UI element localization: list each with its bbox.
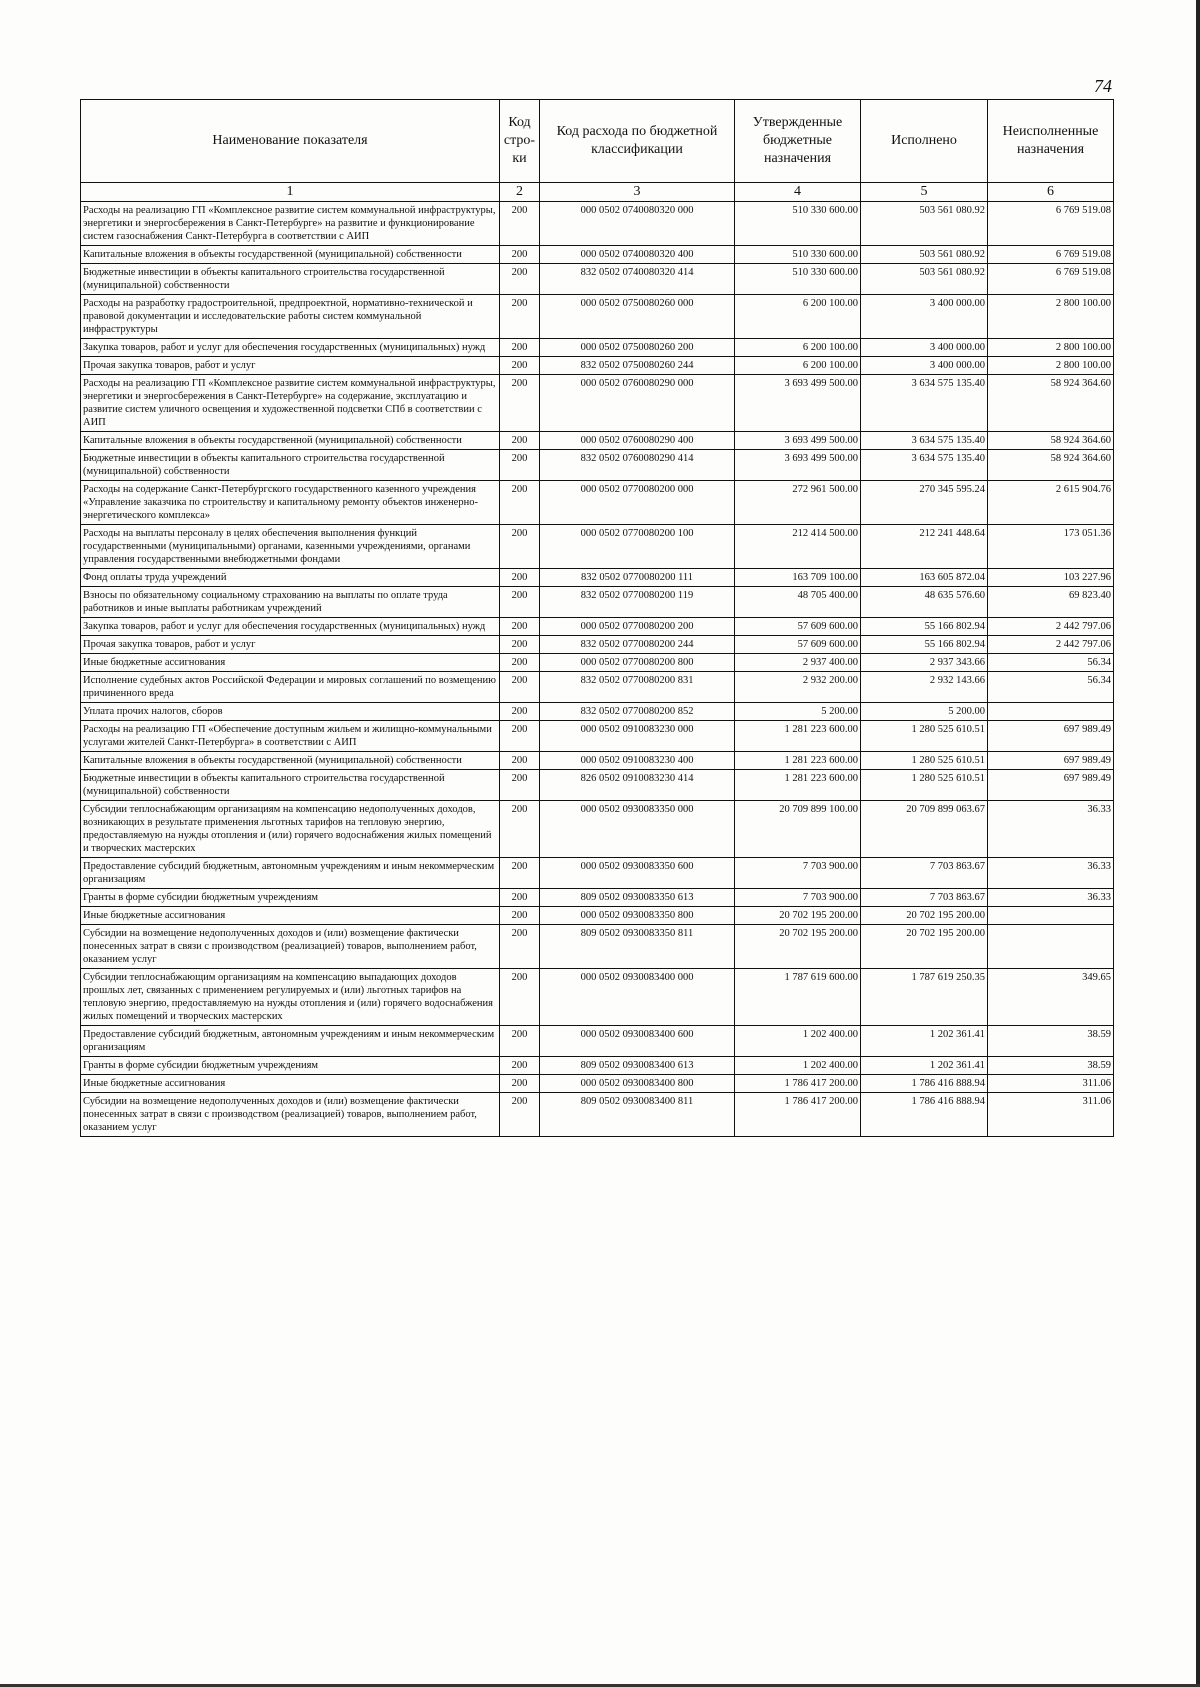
row-budget-code: 000 0502 0740080320 000: [540, 202, 735, 246]
row-budget-code: 832 0502 0760080290 414: [540, 450, 735, 481]
row-name: Иные бюджетные ассигнования: [81, 654, 500, 672]
row-executed: 7 703 863.67: [861, 889, 988, 907]
row-unexecuted: 697 989.49: [988, 752, 1114, 770]
row-line-code: 200: [500, 770, 540, 801]
row-line-code: 200: [500, 246, 540, 264]
table-row: [81, 770, 1114, 801]
row-budget-code: 000 0502 0770080200 200: [540, 618, 735, 636]
table-row: [81, 1093, 1114, 1137]
row-budget-code: 000 0502 0760080290 400: [540, 432, 735, 450]
row-name: Иные бюджетные ассигнования: [81, 1075, 500, 1093]
table-row: [81, 481, 1114, 525]
row-budget-code: 000 0502 0930083350 800: [540, 907, 735, 925]
row-name: Капитальные вложения в объекты государственной (муниципальной) собственности: [81, 752, 500, 770]
row-budget-code: 000 0502 0770080200 100: [540, 525, 735, 569]
row-unexecuted: [988, 907, 1114, 925]
header-unexecuted: Неисполненные назначения: [988, 100, 1114, 183]
table-row: [81, 569, 1114, 587]
row-budget-code: 000 0502 0910083230 400: [540, 752, 735, 770]
row-approved: 6 200 100.00: [735, 357, 861, 375]
column-number: 3: [540, 183, 735, 202]
row-approved: 1 281 223 600.00: [735, 770, 861, 801]
row-unexecuted: 2 442 797.06: [988, 618, 1114, 636]
row-executed: 503 561 080.92: [861, 202, 988, 246]
table-row: [81, 672, 1114, 703]
row-unexecuted: 6 769 519.08: [988, 202, 1114, 246]
row-unexecuted: 2 442 797.06: [988, 636, 1114, 654]
row-line-code: 200: [500, 525, 540, 569]
row-executed: 5 200.00: [861, 703, 988, 721]
row-approved: 20 702 195 200.00: [735, 925, 861, 969]
table-row: [81, 295, 1114, 339]
row-name: Субсидии на возмещение недополученных доходов и (или) возмещение фактически понесенных затрат в связи с производством (реализацией) товаров, выполнением работ, оказанием услуг: [81, 925, 500, 969]
table-row: [81, 357, 1114, 375]
row-line-code: 200: [500, 339, 540, 357]
row-budget-code: 832 0502 0770080200 852: [540, 703, 735, 721]
scan-edge-right: [1196, 0, 1200, 1687]
row-approved: 510 330 600.00: [735, 264, 861, 295]
row-unexecuted: 311.06: [988, 1075, 1114, 1093]
table-row: [81, 264, 1114, 295]
table-row: [81, 969, 1114, 1026]
row-name: Капитальные вложения в объекты государственной (муниципальной) собственности: [81, 246, 500, 264]
row-line-code: 200: [500, 672, 540, 703]
table-row: [81, 654, 1114, 672]
row-approved: 7 703 900.00: [735, 858, 861, 889]
column-number: 5: [861, 183, 988, 202]
row-unexecuted: 56.34: [988, 672, 1114, 703]
row-unexecuted: 2 615 904.76: [988, 481, 1114, 525]
row-executed: 20 702 195 200.00: [861, 907, 988, 925]
row-unexecuted: 56.34: [988, 654, 1114, 672]
row-name: Капитальные вложения в объекты государственной (муниципальной) собственности: [81, 432, 500, 450]
row-executed: 1 280 525 610.51: [861, 752, 988, 770]
table-row: [81, 703, 1114, 721]
row-unexecuted: [988, 703, 1114, 721]
row-name: Исполнение судебных актов Российской Федерации и мировых соглашений по возмещению причиненного вреда: [81, 672, 500, 703]
table-row: [81, 246, 1114, 264]
row-executed: 1 280 525 610.51: [861, 770, 988, 801]
row-executed: 1 787 619 250.35: [861, 969, 988, 1026]
row-budget-code: 000 0502 0930083400 000: [540, 969, 735, 1026]
row-name: Иные бюджетные ассигнования: [81, 907, 500, 925]
table-row: [81, 752, 1114, 770]
row-executed: 1 280 525 610.51: [861, 721, 988, 752]
row-approved: 6 200 100.00: [735, 295, 861, 339]
row-executed: 20 709 899 063.67: [861, 801, 988, 858]
row-budget-code: 000 0502 0930083400 800: [540, 1075, 735, 1093]
row-line-code: 200: [500, 858, 540, 889]
row-executed: 3 400 000.00: [861, 357, 988, 375]
row-unexecuted: 103 227.96: [988, 569, 1114, 587]
row-unexecuted: 311.06: [988, 1093, 1114, 1137]
row-budget-code: 000 0502 0910083230 000: [540, 721, 735, 752]
row-name: Предоставление субсидий бюджетным, автономным учреждениям и иным некоммерческим организациям: [81, 858, 500, 889]
row-executed: 3 400 000.00: [861, 339, 988, 357]
row-name: Бюджетные инвестиции в объекты капитального строительства государственной (муниципальной) собственности: [81, 264, 500, 295]
row-approved: 510 330 600.00: [735, 246, 861, 264]
table-row: [81, 907, 1114, 925]
row-name: Взносы по обязательному социальному страхованию на выплаты по оплате труда работников и иные выплаты работникам учреждений: [81, 587, 500, 618]
row-line-code: 200: [500, 1093, 540, 1137]
row-approved: 3 693 499 500.00: [735, 375, 861, 432]
row-unexecuted: 697 989.49: [988, 770, 1114, 801]
row-approved: 3 693 499 500.00: [735, 450, 861, 481]
row-executed: 20 702 195 200.00: [861, 925, 988, 969]
row-budget-code: 809 0502 0930083350 811: [540, 925, 735, 969]
row-unexecuted: [988, 925, 1114, 969]
row-executed: 503 561 080.92: [861, 246, 988, 264]
header-executed: Исполнено: [861, 100, 988, 183]
row-unexecuted: 6 769 519.08: [988, 246, 1114, 264]
row-executed: 270 345 595.24: [861, 481, 988, 525]
table-row: [81, 636, 1114, 654]
row-line-code: 200: [500, 1057, 540, 1075]
row-line-code: 200: [500, 721, 540, 752]
row-executed: 55 166 802.94: [861, 636, 988, 654]
row-unexecuted: 58 924 364.60: [988, 450, 1114, 481]
table-row: [81, 1026, 1114, 1057]
row-approved: 57 609 600.00: [735, 636, 861, 654]
row-approved: 2 932 200.00: [735, 672, 861, 703]
row-budget-code: 000 0502 0770080200 800: [540, 654, 735, 672]
row-executed: 1 786 416 888.94: [861, 1075, 988, 1093]
row-approved: 1 787 619 600.00: [735, 969, 861, 1026]
row-executed: 212 241 448.64: [861, 525, 988, 569]
row-budget-code: 832 0502 0750080260 244: [540, 357, 735, 375]
row-budget-code: 832 0502 0770080200 111: [540, 569, 735, 587]
row-approved: 1 202 400.00: [735, 1057, 861, 1075]
row-unexecuted: 173 051.36: [988, 525, 1114, 569]
row-name: Гранты в форме субсидии бюджетным учреждениям: [81, 889, 500, 907]
row-approved: 5 200.00: [735, 703, 861, 721]
row-name: Фонд оплаты труда учреждений: [81, 569, 500, 587]
row-name: Субсидии теплоснабжающим организациям на компенсацию недополученных доходов, возникающих в результате применения льготных тарифов на тепловую энергию, предоставляемую на нужды отопления и (или) горячего водоснабжения жилых помещений и творческих мастерских: [81, 801, 500, 858]
row-name: Расходы на выплаты персоналу в целях обеспечения выполнения функций государственными (муниципальными) органами, казенными учреждениями, органами управления государственными внебюджетными фондами: [81, 525, 500, 569]
row-name: Гранты в форме субсидии бюджетным учреждениям: [81, 1057, 500, 1075]
row-approved: 20 702 195 200.00: [735, 907, 861, 925]
row-unexecuted: 2 800 100.00: [988, 357, 1114, 375]
column-number: 2: [500, 183, 540, 202]
row-approved: 212 414 500.00: [735, 525, 861, 569]
row-line-code: 200: [500, 450, 540, 481]
row-executed: 503 561 080.92: [861, 264, 988, 295]
row-line-code: 200: [500, 801, 540, 858]
header-budget-code: Код расхода по бюджетной классификации: [540, 100, 735, 183]
column-number: 4: [735, 183, 861, 202]
row-approved: 1 786 417 200.00: [735, 1093, 861, 1137]
row-budget-code: 832 0502 0770080200 119: [540, 587, 735, 618]
row-line-code: 200: [500, 654, 540, 672]
row-executed: 3 634 575 135.40: [861, 375, 988, 432]
row-approved: 48 705 400.00: [735, 587, 861, 618]
row-line-code: 200: [500, 925, 540, 969]
row-unexecuted: 2 800 100.00: [988, 339, 1114, 357]
column-number: 6: [988, 183, 1114, 202]
row-budget-code: 000 0502 0930083350 000: [540, 801, 735, 858]
row-line-code: 200: [500, 636, 540, 654]
row-line-code: 200: [500, 1075, 540, 1093]
header-name: Наименование показателя: [81, 100, 500, 183]
row-approved: 1 202 400.00: [735, 1026, 861, 1057]
table-row: [81, 721, 1114, 752]
row-name: Закупка товаров, работ и услуг для обеспечения государственных (муниципальных) нужд: [81, 618, 500, 636]
row-name: Закупка товаров, работ и услуг для обеспечения государственных (муниципальных) нужд: [81, 339, 500, 357]
row-approved: 272 961 500.00: [735, 481, 861, 525]
row-executed: 55 166 802.94: [861, 618, 988, 636]
row-line-code: 200: [500, 752, 540, 770]
row-executed: 3 400 000.00: [861, 295, 988, 339]
row-line-code: 200: [500, 481, 540, 525]
row-name: Уплата прочих налогов, сборов: [81, 703, 500, 721]
row-line-code: 200: [500, 907, 540, 925]
row-budget-code: 832 0502 0740080320 414: [540, 264, 735, 295]
row-unexecuted: 36.33: [988, 858, 1114, 889]
header-line-code: Код стро-ки: [500, 100, 540, 183]
row-line-code: 200: [500, 1026, 540, 1057]
row-approved: 3 693 499 500.00: [735, 432, 861, 450]
row-unexecuted: 349.65: [988, 969, 1114, 1026]
row-budget-code: 826 0502 0910083230 414: [540, 770, 735, 801]
header-row: [81, 100, 1114, 183]
row-budget-code: 809 0502 0930083400 811: [540, 1093, 735, 1137]
table-row: [81, 801, 1114, 858]
row-executed: 1 202 361.41: [861, 1057, 988, 1075]
table-row: [81, 618, 1114, 636]
row-unexecuted: 36.33: [988, 801, 1114, 858]
row-name: Бюджетные инвестиции в объекты капитального строительства государственной (муниципальной) собственности: [81, 770, 500, 801]
table-row: [81, 587, 1114, 618]
row-name: Прочая закупка товаров, работ и услуг: [81, 636, 500, 654]
row-name: Бюджетные инвестиции в объекты капитального строительства государственной (муниципальной) собственности: [81, 450, 500, 481]
row-unexecuted: 36.33: [988, 889, 1114, 907]
row-budget-code: 000 0502 0930083400 600: [540, 1026, 735, 1057]
row-budget-code: 000 0502 0930083350 600: [540, 858, 735, 889]
row-approved: 510 330 600.00: [735, 202, 861, 246]
row-line-code: 200: [500, 889, 540, 907]
table-row: [81, 858, 1114, 889]
row-budget-code: 000 0502 0740080320 400: [540, 246, 735, 264]
row-name: Расходы на реализацию ГП «Комплексное развитие систем коммунальной инфраструктуры, энергетики и энергосбережения в Санкт-Петербурге» на развитие и функционирование систем газоснабжения Санкт-Петербурга в соответствии с АИП: [81, 202, 500, 246]
budget-execution-table: [80, 99, 1114, 1137]
row-unexecuted: 69 823.40: [988, 587, 1114, 618]
row-budget-code: 000 0502 0750080260 000: [540, 295, 735, 339]
row-approved: 6 200 100.00: [735, 339, 861, 357]
row-line-code: 200: [500, 432, 540, 450]
table-row: [81, 889, 1114, 907]
row-executed: 1 202 361.41: [861, 1026, 988, 1057]
row-approved: 20 709 899 100.00: [735, 801, 861, 858]
row-approved: 1 786 417 200.00: [735, 1075, 861, 1093]
table-row: [81, 375, 1114, 432]
row-unexecuted: 38.59: [988, 1026, 1114, 1057]
table-row: [81, 925, 1114, 969]
row-approved: 57 609 600.00: [735, 618, 861, 636]
row-budget-code: 809 0502 0930083350 613: [540, 889, 735, 907]
row-budget-code: 000 0502 0760080290 000: [540, 375, 735, 432]
row-budget-code: 832 0502 0770080200 831: [540, 672, 735, 703]
row-name: Расходы на разработку градостроительной, предпроектной, нормативно-технической и правовой документации и исследовательские работы систем коммунальной инфраструктуры: [81, 295, 500, 339]
row-name: Расходы на содержание Санкт-Петербургского государственного казенного учреждения «Управление заказчика по строительству и капитальному ремонту объектов инженерно-энергетического комплекса»: [81, 481, 500, 525]
row-unexecuted: 58 924 364.60: [988, 375, 1114, 432]
column-number: 1: [81, 183, 500, 202]
row-name: Предоставление субсидий бюджетным, автономным учреждениям и иным некоммерческим организациям: [81, 1026, 500, 1057]
row-name: Субсидии на возмещение недополученных доходов и (или) возмещение фактически понесенных затрат в связи с производством (реализацией) товаров, выполнением работ, оказанием услуг: [81, 1093, 500, 1137]
table-row: [81, 450, 1114, 481]
table-row: [81, 339, 1114, 357]
page-number: 74: [1094, 76, 1112, 96]
column-number-row: [81, 183, 1114, 202]
table-row: [81, 432, 1114, 450]
row-approved: 1 281 223 600.00: [735, 721, 861, 752]
row-approved: 1 281 223 600.00: [735, 752, 861, 770]
row-line-code: 200: [500, 375, 540, 432]
table-row: [81, 1075, 1114, 1093]
row-executed: 2 932 143.66: [861, 672, 988, 703]
row-executed: 163 605 872.04: [861, 569, 988, 587]
row-budget-code: 832 0502 0770080200 244: [540, 636, 735, 654]
row-approved: 7 703 900.00: [735, 889, 861, 907]
row-name: Расходы на реализацию ГП «Обеспечение доступным жильем и жилищно-коммунальными услугами жителей Санкт-Петербурга» в соответствии с АИП: [81, 721, 500, 752]
row-name: Расходы на реализацию ГП «Комплексное развитие систем коммунальной инфраструктуры, энергетики и энергосбережения в Санкт-Петербурге» на содержание, эксплуатацию и развитие систем уличного освещения и художественной подсветки СПб в соответствии с АИП: [81, 375, 500, 432]
row-executed: 3 634 575 135.40: [861, 432, 988, 450]
table-row: [81, 525, 1114, 569]
table-row: [81, 202, 1114, 246]
row-line-code: 200: [500, 264, 540, 295]
row-name: Субсидии теплоснабжающим организациям на компенсацию выпадающих доходов прошлых лет, связанных с применением регулируемых и (или) льготных тарифов на тепловую энергию, предоставляемую на нужды отопления и (или) горячего водоснабжения жилых помещений и творческих мастерских: [81, 969, 500, 1026]
row-unexecuted: 697 989.49: [988, 721, 1114, 752]
row-name: Прочая закупка товаров, работ и услуг: [81, 357, 500, 375]
row-line-code: 200: [500, 202, 540, 246]
row-approved: 2 937 400.00: [735, 654, 861, 672]
row-line-code: 200: [500, 618, 540, 636]
row-budget-code: 000 0502 0750080260 200: [540, 339, 735, 357]
row-executed: 48 635 576.60: [861, 587, 988, 618]
row-line-code: 200: [500, 969, 540, 1026]
row-unexecuted: 2 800 100.00: [988, 295, 1114, 339]
row-executed: 3 634 575 135.40: [861, 450, 988, 481]
row-unexecuted: 58 924 364.60: [988, 432, 1114, 450]
row-line-code: 200: [500, 569, 540, 587]
row-budget-code: 000 0502 0770080200 000: [540, 481, 735, 525]
row-line-code: 200: [500, 295, 540, 339]
row-line-code: 200: [500, 703, 540, 721]
row-line-code: 200: [500, 357, 540, 375]
table-row: [81, 1057, 1114, 1075]
table-body: [81, 202, 1114, 1137]
row-unexecuted: 38.59: [988, 1057, 1114, 1075]
row-executed: 1 786 416 888.94: [861, 1093, 988, 1137]
row-approved: 163 709 100.00: [735, 569, 861, 587]
header-approved: Утвержденные бюджетные назначения: [735, 100, 861, 183]
row-line-code: 200: [500, 587, 540, 618]
row-unexecuted: 6 769 519.08: [988, 264, 1114, 295]
row-executed: 2 937 343.66: [861, 654, 988, 672]
row-budget-code: 809 0502 0930083400 613: [540, 1057, 735, 1075]
row-executed: 7 703 863.67: [861, 858, 988, 889]
